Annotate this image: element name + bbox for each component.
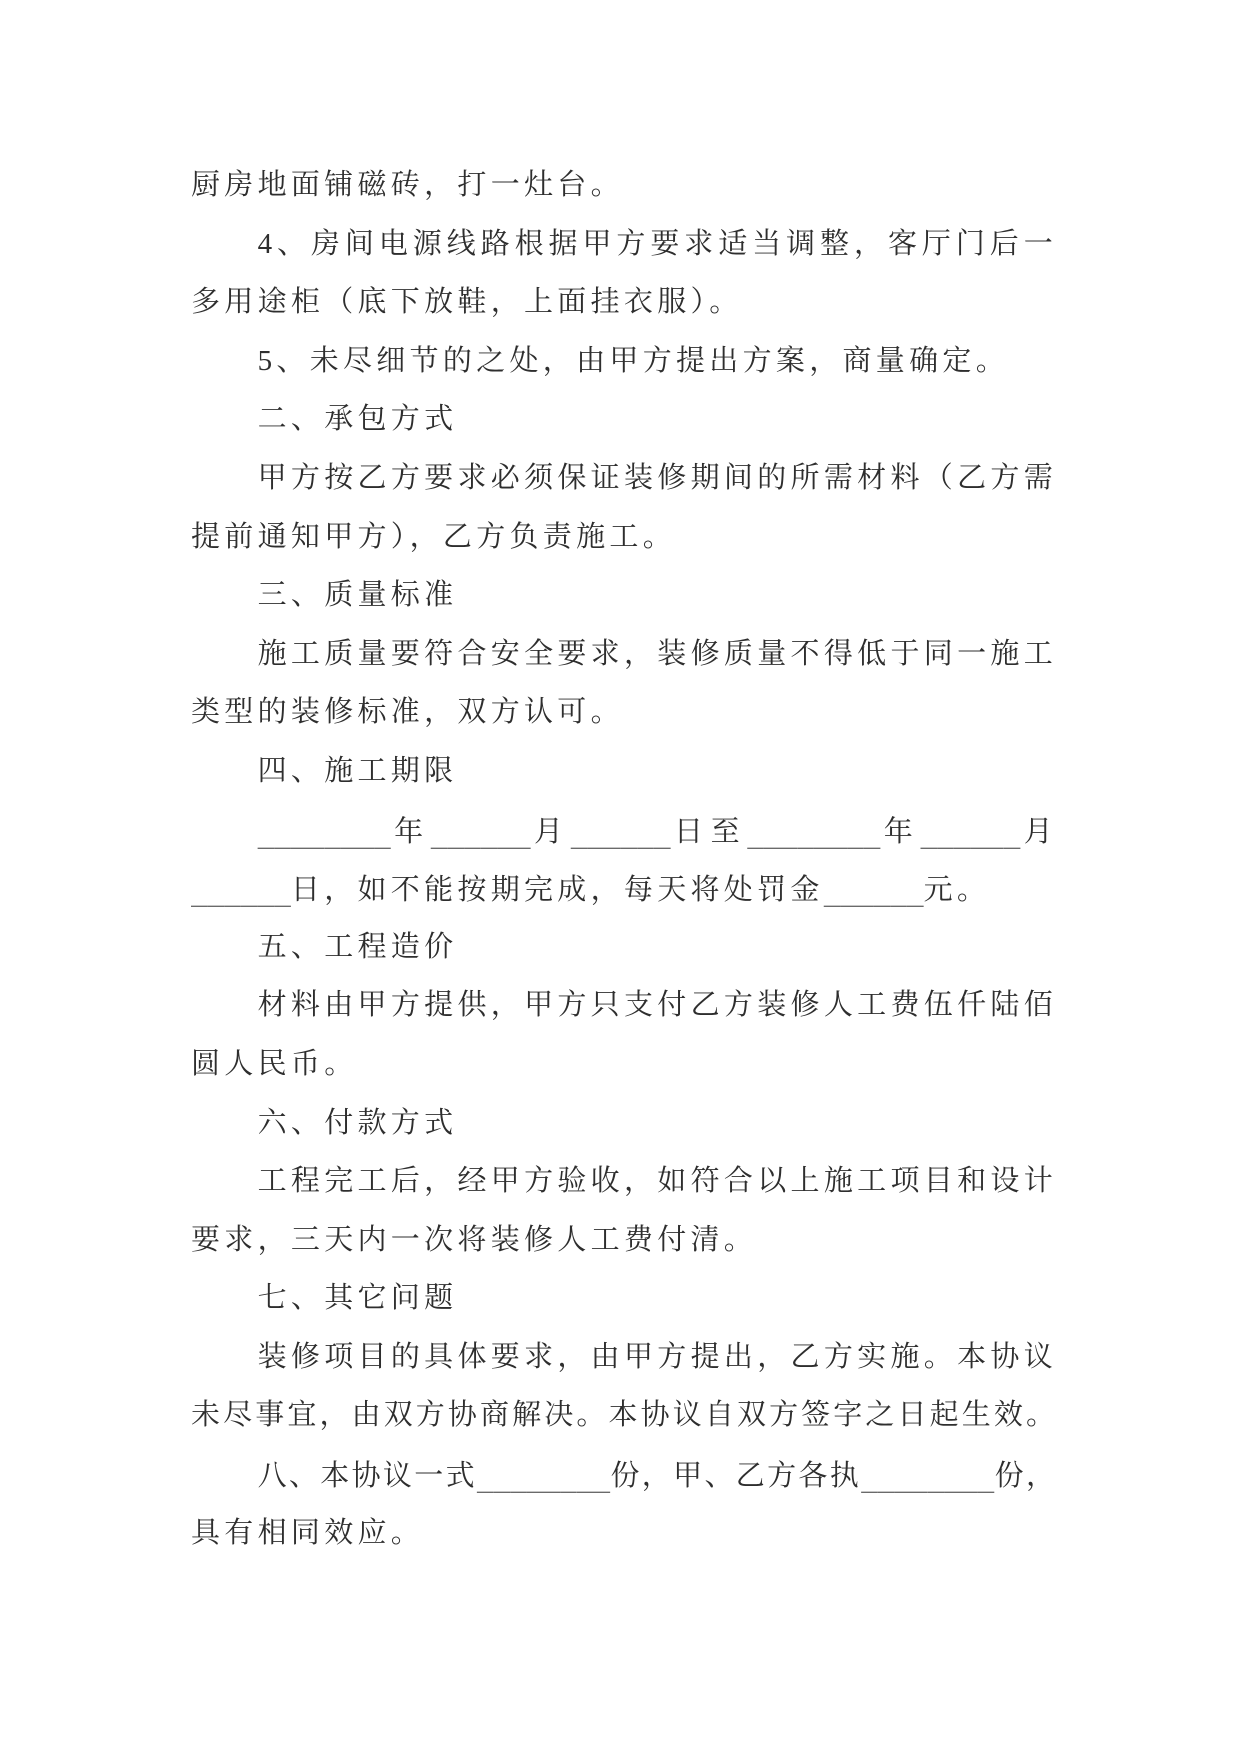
- blank-line: ______: [823, 868, 924, 908]
- contract-body: [191, 156, 1057, 1562]
- blank-line: ________: [747, 809, 881, 849]
- paragraph-line: 厨房地面铺磁砖，打一灶台。: [191, 169, 624, 201]
- paragraph-line: 类型的装修标准，双方认可。: [191, 696, 624, 729]
- section-heading: 五、工程造价: [257, 930, 458, 963]
- paragraph-line: 圆人民币。: [191, 1047, 358, 1080]
- paragraph-line: 材料由甲方提供，甲方只支付乙方装修人工费伍仟陆佰: [257, 989, 1057, 1022]
- body-paragraph-payment-method: [191, 1152, 1057, 1269]
- blank-line: ______: [430, 809, 531, 849]
- section-heading-payment-method: [191, 1094, 1057, 1153]
- paragraph-line: ________年______月______日至________年______月: [257, 809, 1057, 849]
- section-heading: 三、质量标准: [257, 579, 458, 612]
- section-heading: 六、付款方式: [257, 1106, 458, 1139]
- section-heading-contracting-method: [191, 390, 1057, 449]
- blank-line: ________: [476, 1454, 611, 1494]
- body-paragraph-construction-period: [191, 801, 1057, 918]
- body-paragraph-other-issues: [191, 1328, 1057, 1445]
- section-heading: 二、承包方式: [257, 403, 458, 436]
- blank-line: ______: [920, 809, 1021, 849]
- paragraph-line: 八、本协议一式________份，甲、乙方各执________份，: [257, 1454, 1057, 1494]
- section-heading-quality-standard: [191, 566, 1057, 625]
- paragraph-line: 4、房间电源线路根据甲方要求适当调整，客厅门后一: [257, 227, 1057, 260]
- list-item-4: [191, 215, 1057, 332]
- paragraph-line: 甲方按乙方要求必须保证装修期间的所需材料（乙方需: [257, 461, 1057, 494]
- paragraph-line: 多用途柜（底下放鞋，上面挂衣服）。: [191, 286, 743, 319]
- paragraph-line: 提前通知甲方），乙方负责施工。: [191, 520, 677, 553]
- section-heading-project-cost: [191, 918, 1057, 977]
- paragraph-line: 未尽事宜，由双方协商解决。本协议自双方签字之日起生效。: [191, 1399, 1057, 1432]
- section-heading: 四、施工期限: [257, 754, 458, 787]
- blank-line: ______: [570, 809, 671, 849]
- section-heading-other-issues: [191, 1269, 1057, 1328]
- paragraph-line: 施工质量要符合安全要求，装修质量不得低于同一施工: [257, 637, 1057, 670]
- section-heading: 七、其它问题: [257, 1282, 458, 1315]
- body-paragraph-contracting-method: [191, 449, 1057, 566]
- body-paragraph-project-cost: [191, 976, 1057, 1093]
- blank-line: ________: [861, 1454, 995, 1494]
- blank-line: ______: [191, 868, 291, 908]
- paragraph-line: 具有相同效应。: [191, 1516, 425, 1549]
- list-item-5: [191, 332, 1057, 391]
- paragraph-line: ______日，如不能按期完成，每天将处罚金______元。: [191, 868, 991, 908]
- paragraph-line: 工程完工后，经甲方验收，如符合以上施工项目和设计: [257, 1165, 1057, 1198]
- body-paragraph-kitchen: [191, 156, 1057, 215]
- paragraph-line: 装修项目的具体要求，由甲方提出，乙方实施。本协议: [257, 1340, 1057, 1373]
- section-heading-construction-period: [191, 742, 1057, 801]
- paragraph-line: 5、未尽细节的之处，由甲方提出方案，商量确定。: [257, 344, 1009, 377]
- body-paragraph-copies: [191, 1445, 1057, 1562]
- paragraph-line: 要求，三天内一次将装修人工费付清。: [191, 1223, 758, 1256]
- blank-line: ________: [257, 809, 391, 849]
- body-paragraph-quality-standard: [191, 625, 1057, 742]
